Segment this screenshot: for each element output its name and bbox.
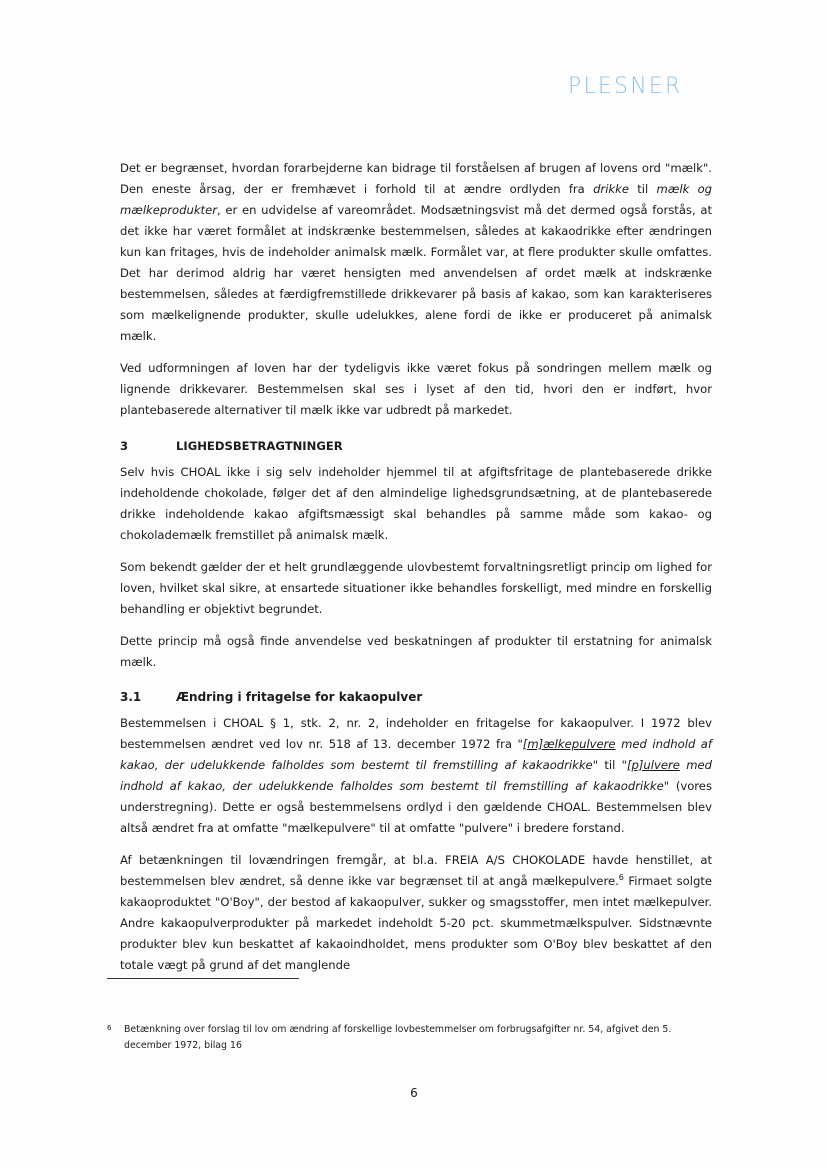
section-title: LIGHEDSBETRAGTNINGER	[176, 439, 343, 453]
plesner-logo: PLESNER	[568, 74, 683, 99]
paragraph-1	[120, 158, 712, 347]
paragraph-6	[120, 713, 712, 839]
quote-1-underlined: [m]ælkepulvere	[522, 737, 616, 751]
footnote	[107, 1022, 712, 1054]
quote-2-underlined: [p]ulvere	[627, 758, 680, 772]
quote-2-open: "	[621, 758, 627, 772]
paragraph-4: Som bekendt gælder der et helt grundlæggende ulovbestemt forvaltningsretligt princip om lighed for loven, hvilket skal sikre, at ensartede situationer ikke behandles forskelligt, med mindre en forskellig behandling er objektivt begrundet.	[120, 560, 712, 616]
paragraph-1-text: Det er begrænset, hvordan forarbejderne kan bidrage til forståelsen af brugen af lovens ord "mælk". Den eneste årsag, der er fremhævet i forhold til at ændre ordlyden fra	[120, 161, 712, 196]
footnote-reference[interactable]: 6	[618, 873, 624, 883]
footnote-text: Betænkning over forslag til lov om ændring af forskellige lovbestemmelser om forbrugsafgifter nr. 54, afgivet den 5. december 1972, bilag 16	[124, 1024, 672, 1051]
paragraph-3: Selv hvis CHOAL ikke i sig selv indeholder hjemmel til at afgiftsfritage de plantebaserede drikke indeholdende chokolade, følger det af den almindelige lighedsgrundsætning, at de plantebaserede drikke indeholdende kakao afgiftsmæssigt skal behandles på samme måde som kakao- og chokolademælk fremstillet på animalsk mælk.	[120, 465, 712, 542]
subsection-number: 3.1	[120, 690, 142, 704]
subsection-title: Ændring i fritagelse for kakaopulver	[176, 690, 423, 704]
paragraph-7-end: Firmaet solgte kakaoproduktet "O'Boy", der bestod af kakaopulver, sukker og smagsstoffer, men intet mælkepulver. Andre kakaopulverprodukter på markedet indeholdt 5-20 pct. skummetmælkspulver. Sidstnævnte produkter blev kun beskattet af kakaoindholdet, mens produkter som O'Boy blev beskattet af den totale vægt på grund af det manglende	[120, 874, 713, 972]
paragraph-1-mid: til	[628, 182, 657, 196]
paragraph-6-end: (vores understregning). Dette er også bestemmelsens ordlyd i den gældende CHOAL. Bestemmelsen blev altså ændret fra at omfatte "mælkepulvere" til at omfatte "pulvere" i bredere forstand.	[120, 779, 712, 835]
paragraph-6-text: Bestemmelsen i CHOAL § 1, stk. 2, nr. 2, indeholder en fritagelse for kakaopulver. I 1972 blev bestemmelsen ændret ved lov nr. 518 af 13. december 1972 fra	[120, 716, 712, 751]
footnote-number: 6	[107, 1024, 112, 1032]
quote-2-rest: med indhold af kakao, der udelukkende falholdes som bestemt til fremstilling af kakaodrikke"	[120, 758, 712, 793]
paragraph-2: Ved udformningen af loven har der tydeligvis ikke været fokus på sondringen mellem mælk og lignende drikkevarer. Bestemmelsen skal ses i lyset af den tid, hvori den er indført, hvor plantebaserede alternativer til mælk ikke var udbredt på markedet.	[120, 361, 712, 417]
paragraph-1-end: , er en udvidelse af vareområdet. Modsætningsvist må det dermed også forstås, at det ikke har været formålet at indskrænke bestemmelsen, således at kakaodrikke efter ændringen kun kan fritages, hvis de indeholder animalsk mælk. Formålet var, at flere produkter skulle omfattes. Det har derimod aldrig har været hensigten med anvendelsen af ordet mælk at indskrænke bestemmelsen, således at færdigfremstillede drikkevarer på basis af kakao, som kan karakteriseres som mælkelignende produkter, skulle udelukkes, alene fordi de ikke er produceret på animalsk mælk.	[120, 203, 712, 343]
section-3-1-heading	[120, 687, 712, 707]
section-number: 3	[120, 439, 129, 453]
document-body	[120, 158, 712, 987]
quote-1-rest: med indhold af kakao, der udelukkende falholdes som bestemt til fremstilling af kakaodrikke"	[120, 737, 712, 772]
paragraph-5: Dette princip må også finde anvendelse ved beskatningen af produkter til erstatning for animalsk mælk.	[120, 634, 712, 669]
section-3-heading	[120, 436, 712, 456]
paragraph-7	[120, 850, 712, 976]
emphasis-maelk: mælk og mælkeprodukter	[120, 182, 713, 217]
footnote-divider	[107, 978, 299, 979]
paragraph-7-text: Af betænkningen til lovændringen fremgår, at bl.a. FREIA A/S CHOKOLADE havde henstillet, at bestemmelsen blev ændret, så denne ikke var begrænset til at angå mælkepulvere.	[120, 853, 712, 888]
paragraph-6-mid: til	[598, 758, 622, 772]
quote-1-open: "	[517, 737, 523, 751]
emphasis-drikke: drikke	[593, 182, 629, 196]
page-number: 6	[410, 1086, 418, 1100]
